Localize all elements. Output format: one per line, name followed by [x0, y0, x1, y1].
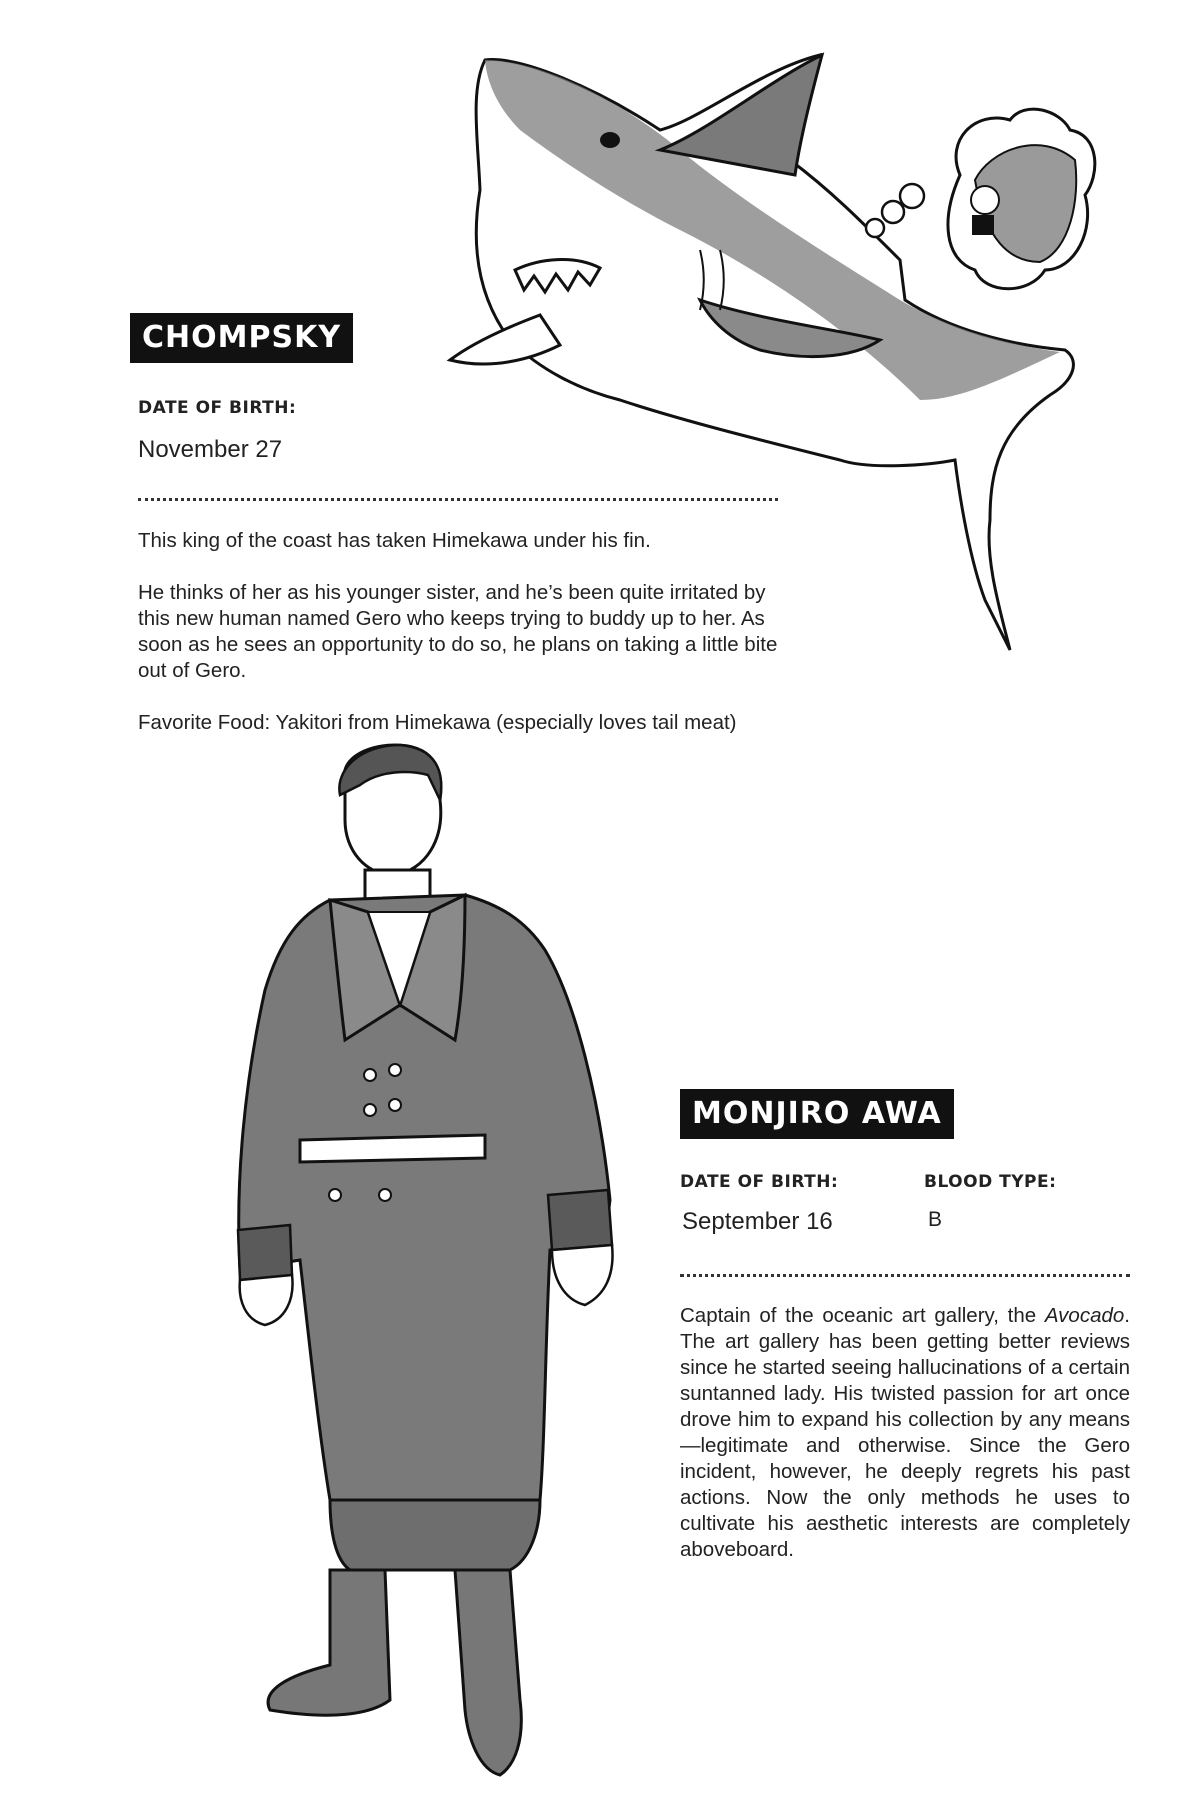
captain-cuff-left [238, 1225, 292, 1280]
captain-boot-right [455, 1570, 521, 1775]
monjiro-name-title: MONJIRO AWA [680, 1089, 954, 1139]
monjiro-desc-end: . The art gallery has been getting better reviews since he started seeing hallucinations of a certain suntanned lady. His twisted passion for art once drove him to expand his collection by any means—legitimate and otherwise. Since the Gero incident, however, he deeply regrets his past actions. Now the only methods he uses to cultivate his aesthetic interests are completely aboveboard. [680, 1304, 1130, 1561]
chompsky-para-2: He thinks of her as his younger sister, and he’s been quite irritated by this new human named Gero who keeps trying to buddy up to her. As soon as he sees an opportunity to do so, he plans on taking a little bite out of Gero. [138, 581, 778, 682]
captain-belt [300, 1135, 485, 1162]
captain-cuff-right [548, 1190, 612, 1250]
captain-trousers [330, 1500, 540, 1570]
chompsky-para-1: This king of the coast has taken Himekawa under his fin. [138, 529, 651, 552]
monjiro-dob-label: DATE OF BIRTH: [680, 1172, 839, 1192]
monjiro-dob-value: September 16 [682, 1208, 833, 1235]
chompsky-dob-value: November 27 [138, 436, 283, 463]
chompsky-name-title: CHOMPSKY [130, 313, 353, 363]
chompsky-dob-label: DATE OF BIRTH: [138, 398, 297, 418]
monjiro-desc-ship-name: Avocado [1044, 1304, 1125, 1327]
captain-boot-left [268, 1570, 390, 1715]
chompsky-para-3: Favorite Food: Yakitori from Himekawa (especially loves tail meat) [138, 711, 737, 734]
captain-hand-left [240, 1275, 293, 1325]
monjiro-blood-label: BLOOD TYPE: [924, 1172, 1057, 1192]
captain-hand-right [552, 1245, 613, 1305]
monjiro-divider [680, 1274, 1130, 1277]
monjiro-desc-start: Captain of the oceanic art gallery, the [680, 1304, 1045, 1327]
monjiro-description [680, 1303, 1130, 1563]
monjiro-blood-value: B [928, 1208, 943, 1231]
